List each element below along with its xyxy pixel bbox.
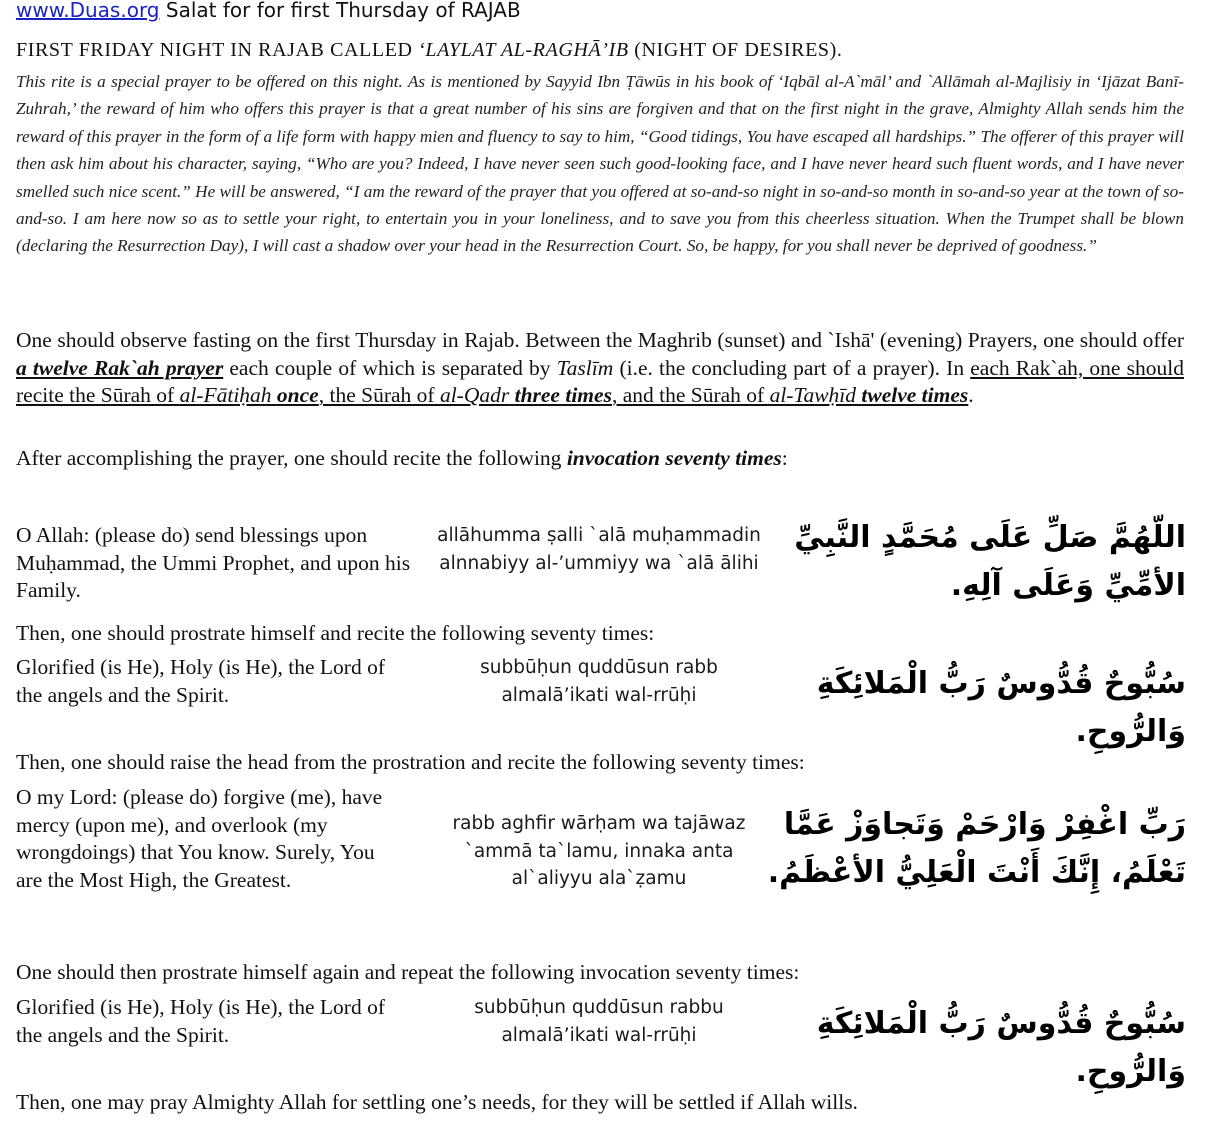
text-run: One should observe fasting on the first Thursday in Rajab. Between the Maghrib (sunset) and `Ishā' (evening) Prayers, one should offer bbox=[16, 328, 1184, 352]
emphasis-once: once bbox=[276, 383, 319, 408]
surah-tawhid: al-Tawḥīd bbox=[769, 383, 857, 408]
emphasis-twelve-times: twelve times bbox=[861, 383, 969, 408]
section-title bbox=[16, 39, 843, 62]
surah-fatihah: al-Fātiḥah bbox=[179, 383, 272, 408]
text-run: After accomplishing the prayer, one should recite the following bbox=[16, 446, 567, 470]
page-header bbox=[16, 0, 521, 22]
intro-paragraph: This rite is a special prayer to be offered on this night. As is mentioned by Sayyid Ibn Ṭāwūs in his book of ‘Iqbāl al-A`māl’ and `Allāmah al-Majlisiy in ‘Ijāzat Banī-Zuhrah,’ the reward of him who offers this prayer is that a great number of his sins are forgiven and that on the first night in the grave, Almighty Allah sends him the reward of this prayer in the form of a life form with happy mien and fluency to say to him, “Good tidings, You have escaped all hardships.” The offerer of this prayer will then ask him about his character, saying, “Who are you? Indeed, I have never seen such good-looking face, and I have never heard such fluent words, and I have never smelled such nice scent.” He will be answered, “I am the reward of the prayer that you offered at so-and-so night in so-and-so month in so-and-so year at the town of so-and-so. I am here now so as to settle your right, to entertain you in your loneliness, and to save you from this cheerless situation. When the Trumpet shall be blown (declaring the Resurrection Day), I will cast a shadow over your head in the Resurrection Court. So, be happy, for you shall never be deprived of goodness.” bbox=[16, 72, 1184, 256]
section-title-pre: FIRST FRIDAY NIGHT IN RAJAB CALLED bbox=[16, 39, 419, 61]
surah-qadr: al-Qadr bbox=[439, 383, 510, 408]
text-run: each couple of which is separated by bbox=[223, 355, 557, 380]
text-run: , the Sūrah of bbox=[318, 383, 440, 408]
text-run: . bbox=[968, 383, 974, 408]
after-prayer-instruction bbox=[16, 445, 788, 473]
text-run: each Rak`ah, one should recite the Sūrah of bbox=[16, 355, 1184, 408]
dua-1-english: O Allah: (please do) send blessings upon Muḥammad, the Ummi Prophet, and upon his Family. bbox=[16, 523, 411, 603]
dua-1-arabic: اللّهُمَّ صَلِّ عَلَى مُحَمَّدٍ النَّبِيِّ الأمِّيِّ وَعَلَى آلِهِ. bbox=[794, 520, 1186, 603]
section-title-post: (NIGHT OF DESIRES). bbox=[628, 39, 843, 61]
dua-2-transliteration: subbūḥun quddūsun rabb almalā’ikati wal-rrūḥi bbox=[480, 657, 718, 706]
emphasis-twelve-rakah: a twelve Rak`ah prayer bbox=[16, 355, 224, 380]
section-title-italic: ‘LAYLAT AL-RAGHĀ’IB bbox=[418, 39, 629, 61]
dua-1-transliteration: allāhumma ṣalli `alā muḥammadin alnnabiyy al-’ummiyy wa `alā ālihi bbox=[437, 525, 761, 574]
text-run: (i.e. the concluding part of a prayer). In bbox=[613, 355, 971, 380]
dua-4-transliteration: subbūḥun quddūsun rabbu almalā’ikati wal-rrūḥi bbox=[474, 997, 724, 1046]
text-run: , and the Sūrah of bbox=[611, 383, 770, 408]
raise-head-instruction: Then, one should raise the head from the prostration and recite the following seventy times: bbox=[16, 750, 805, 774]
instruction-paragraph bbox=[16, 327, 1184, 410]
prostrate-instruction-2: One should then prostrate himself again and repeat the following invocation seventy times: bbox=[16, 960, 800, 984]
dua-3-arabic: رَبِّ اغْفِرْ وَارْحَمْ وَتَجاوَزْ عَمَّا تَعْلَمُ، إِنَّكَ أَنْتَ الْعَلِيُّ الأعْظَمُ. bbox=[767, 807, 1186, 890]
dua-3-english: O my Lord: (please do) forgive (me), have mercy (upon me), and overlook (my wrongdoings) that You know. Surely, You are the Most High, the Greatest. bbox=[16, 785, 383, 892]
prostrate-instruction-1: Then, one should prostrate himself and recite the following seventy times: bbox=[16, 621, 655, 645]
emphasis-invocation-seventy: invocation seventy times bbox=[566, 446, 782, 470]
dua-2-english: Glorified (is He), Holy (is He), the Lord of the angels and the Spirit. bbox=[16, 655, 385, 707]
dua-3-transliteration: rabb aghfir wārḥam wa tajāwaz `ammā ta`lamu, innaka anta al`aliyyu ala`ẓamu bbox=[452, 813, 746, 890]
page-title: Salat for for first Thursday of RAJAB bbox=[165, 0, 521, 22]
dua-2-arabic: سُبُّوحٌ قُدُّوسٌ رَبُّ الْمَلائِكَةِ وَالرُّوحِ. bbox=[816, 666, 1186, 749]
closing-instruction: Then, one may pray Almighty Allah for settling one’s needs, for they will be settled if Allah wills. bbox=[16, 1090, 858, 1114]
dua-4-english: Glorified (is He), Holy (is He), the Lord of the angels and the Spirit. bbox=[16, 995, 385, 1047]
emphasis-three-times: three times bbox=[514, 383, 612, 408]
text-run: : bbox=[781, 446, 788, 470]
dua-4-arabic: سُبُّوحٌ قُدُّوسٌ رَبُّ الْمَلائِكَةِ وَالرُّوحِ. bbox=[816, 1006, 1186, 1089]
emphasis-taslim: Taslīm bbox=[556, 355, 614, 380]
site-link[interactable]: www.Duas.org bbox=[16, 0, 160, 22]
